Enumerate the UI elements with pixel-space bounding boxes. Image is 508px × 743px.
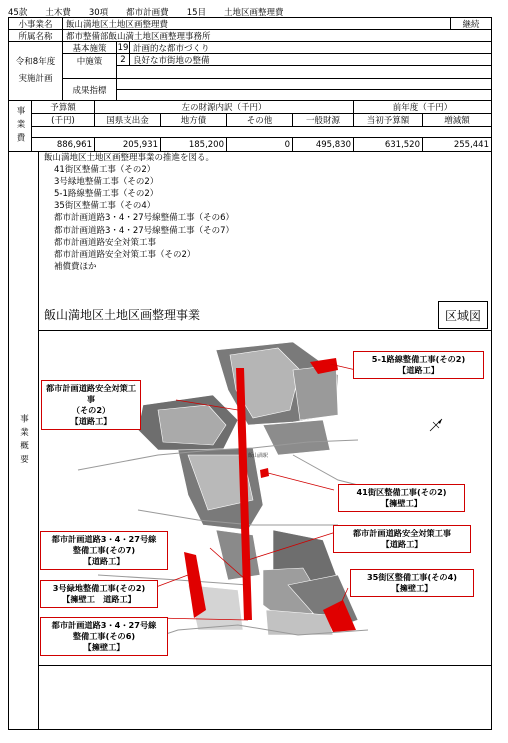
gaiyou-line: 都市計画道路安全対策工事 bbox=[54, 237, 157, 248]
kan-label: 45款 bbox=[8, 8, 28, 18]
budget-side-label: 事業費 bbox=[8, 100, 32, 152]
moku-label: 15目 bbox=[186, 8, 207, 18]
gaiyou-description bbox=[44, 152, 234, 273]
chu-value: 良好な市街地の整備 bbox=[129, 53, 492, 66]
callout-subtitle: 整備工事(その7) bbox=[72, 545, 136, 555]
val-yosan: 886,961 bbox=[31, 137, 95, 152]
map-title: 飯山満地区土地区画整理事業 bbox=[44, 308, 201, 322]
gaiyou-line: 5-1路線整備工事（その2） bbox=[54, 189, 159, 200]
gaiyou-line: 35街区整備工事（その4） bbox=[54, 201, 156, 212]
col-tousho: 当初予算額 bbox=[353, 113, 423, 127]
callout-title: 都市計画道路3・4・27号線 bbox=[51, 534, 157, 544]
callout-green-3 bbox=[40, 580, 158, 608]
gaiyou-line: 都市計画道路安全対策工事（その2） bbox=[54, 249, 196, 260]
callout-work: 【道路工】 bbox=[70, 416, 112, 426]
callout-block-35 bbox=[350, 569, 474, 597]
gaiyou-line: 都市計画道路3・4・27号線整備工事（その7） bbox=[54, 225, 235, 236]
yosan-label: 予算額 bbox=[31, 100, 95, 114]
callout-road-sono6 bbox=[40, 617, 168, 656]
col-zougen: 増減額 bbox=[422, 113, 492, 127]
shozoku-label: 所属名称 bbox=[8, 29, 63, 42]
kou-label: 30項 bbox=[88, 8, 109, 18]
callout-work: 【道路工】 bbox=[83, 556, 125, 566]
moku-name: 土地区画整理費 bbox=[224, 8, 284, 18]
gaiyou-line: 補償費ほか bbox=[54, 261, 97, 272]
col-kokken: 国県支出金 bbox=[94, 113, 161, 127]
callout-work: 【道路工】 bbox=[398, 365, 439, 375]
jigyo-label: 小事業名 bbox=[8, 17, 63, 30]
zennen-header: 前年度（千円） bbox=[353, 100, 492, 114]
north-arrow-icon bbox=[430, 419, 442, 431]
seika-label: 成果指標 bbox=[62, 78, 117, 101]
callout-work: 【擁壁工 道路工】 bbox=[62, 594, 136, 604]
zaigen-header: 左の財源内訳（千円） bbox=[94, 100, 354, 114]
kihon-value: 計画的な都市づくり bbox=[129, 41, 492, 54]
callout-title: 都市計画道路安全対策工事 bbox=[352, 528, 452, 538]
kou-name: 都市計画費 bbox=[126, 8, 169, 18]
gaiyou-side-label: 事業概要 bbox=[8, 151, 39, 730]
callout-subtitle: 整備工事(その6) bbox=[72, 631, 136, 641]
callout-title: 41街区整備工事(その2) bbox=[356, 487, 447, 497]
gaiyou-line: 都市計画道路3・4・27号線整備工事（その6） bbox=[54, 213, 235, 224]
val-chihousai: 185,200 bbox=[160, 137, 227, 152]
block-41-highlight bbox=[260, 468, 269, 478]
callout-work: 【擁壁工】 bbox=[381, 498, 422, 508]
callout-title: 都市計画道路安全対策工事 bbox=[45, 383, 137, 404]
callout-title: 35街区整備工事(その4) bbox=[366, 572, 458, 582]
callout-title: 都市計画道路3・4・27号線 bbox=[51, 620, 157, 630]
gaiyou-line: 41街区整備工事（その2） bbox=[54, 165, 156, 176]
val-kokken: 205,931 bbox=[94, 137, 161, 152]
chu-number: 2 bbox=[116, 53, 130, 66]
status-badge: 継続 bbox=[450, 17, 492, 30]
col-chihousai: 地方債 bbox=[160, 113, 227, 127]
gaiyou-line: 飯山満地区土地区画整理事業の推進を図る。 bbox=[44, 153, 215, 163]
plan-year: 令和8年度 bbox=[15, 57, 56, 67]
callout-block-41 bbox=[338, 484, 465, 512]
callout-route-5-1 bbox=[353, 351, 484, 379]
callout-subtitle: （その2） bbox=[71, 405, 111, 415]
callout-title: 5-1路線整備工事(その2) bbox=[371, 354, 466, 364]
kan-name: 土木費 bbox=[45, 8, 71, 18]
area-map-label: 区域図 bbox=[438, 301, 488, 329]
plan-side-label bbox=[8, 41, 63, 101]
val-sonota: 0 bbox=[226, 137, 293, 152]
chu-blank-row bbox=[116, 65, 492, 79]
val-tousho: 631,520 bbox=[353, 137, 423, 152]
callout-title: 3号緑地整備工事(その2) bbox=[52, 583, 146, 593]
callout-safety-2 bbox=[41, 380, 141, 430]
callout-work: 【擁壁工】 bbox=[83, 642, 125, 652]
jigyo-name: 飯山満地区土地区画整理費 bbox=[62, 17, 451, 30]
val-zougen: 255,441 bbox=[422, 137, 492, 152]
kihon-label: 基本施策 bbox=[62, 41, 117, 54]
callout-work: 【擁壁工】 bbox=[391, 583, 433, 593]
map-bottom-border bbox=[38, 665, 492, 666]
col-sonota: その他 bbox=[226, 113, 293, 127]
kihon-number: 19 bbox=[117, 42, 129, 53]
green-area-3-highlight bbox=[184, 552, 206, 618]
callout-road-sono7 bbox=[40, 531, 168, 570]
chu-label: 中施策 bbox=[62, 53, 117, 79]
shozoku-name: 都市整備部飯山満土地区画整理事務所 bbox=[62, 29, 492, 42]
col-ippan: 一般財源 bbox=[292, 113, 354, 127]
station-label: 飯山満駅 bbox=[248, 453, 269, 459]
plan-kind: 実施計画 bbox=[18, 74, 53, 84]
yosan-unit: (千円) bbox=[31, 113, 95, 127]
callout-work: 【道路工】 bbox=[381, 539, 423, 549]
val-ippan: 495,830 bbox=[292, 137, 354, 152]
callout-safety bbox=[333, 525, 471, 553]
gaiyou-line: 3号緑地整備工事（その2） bbox=[54, 177, 159, 188]
